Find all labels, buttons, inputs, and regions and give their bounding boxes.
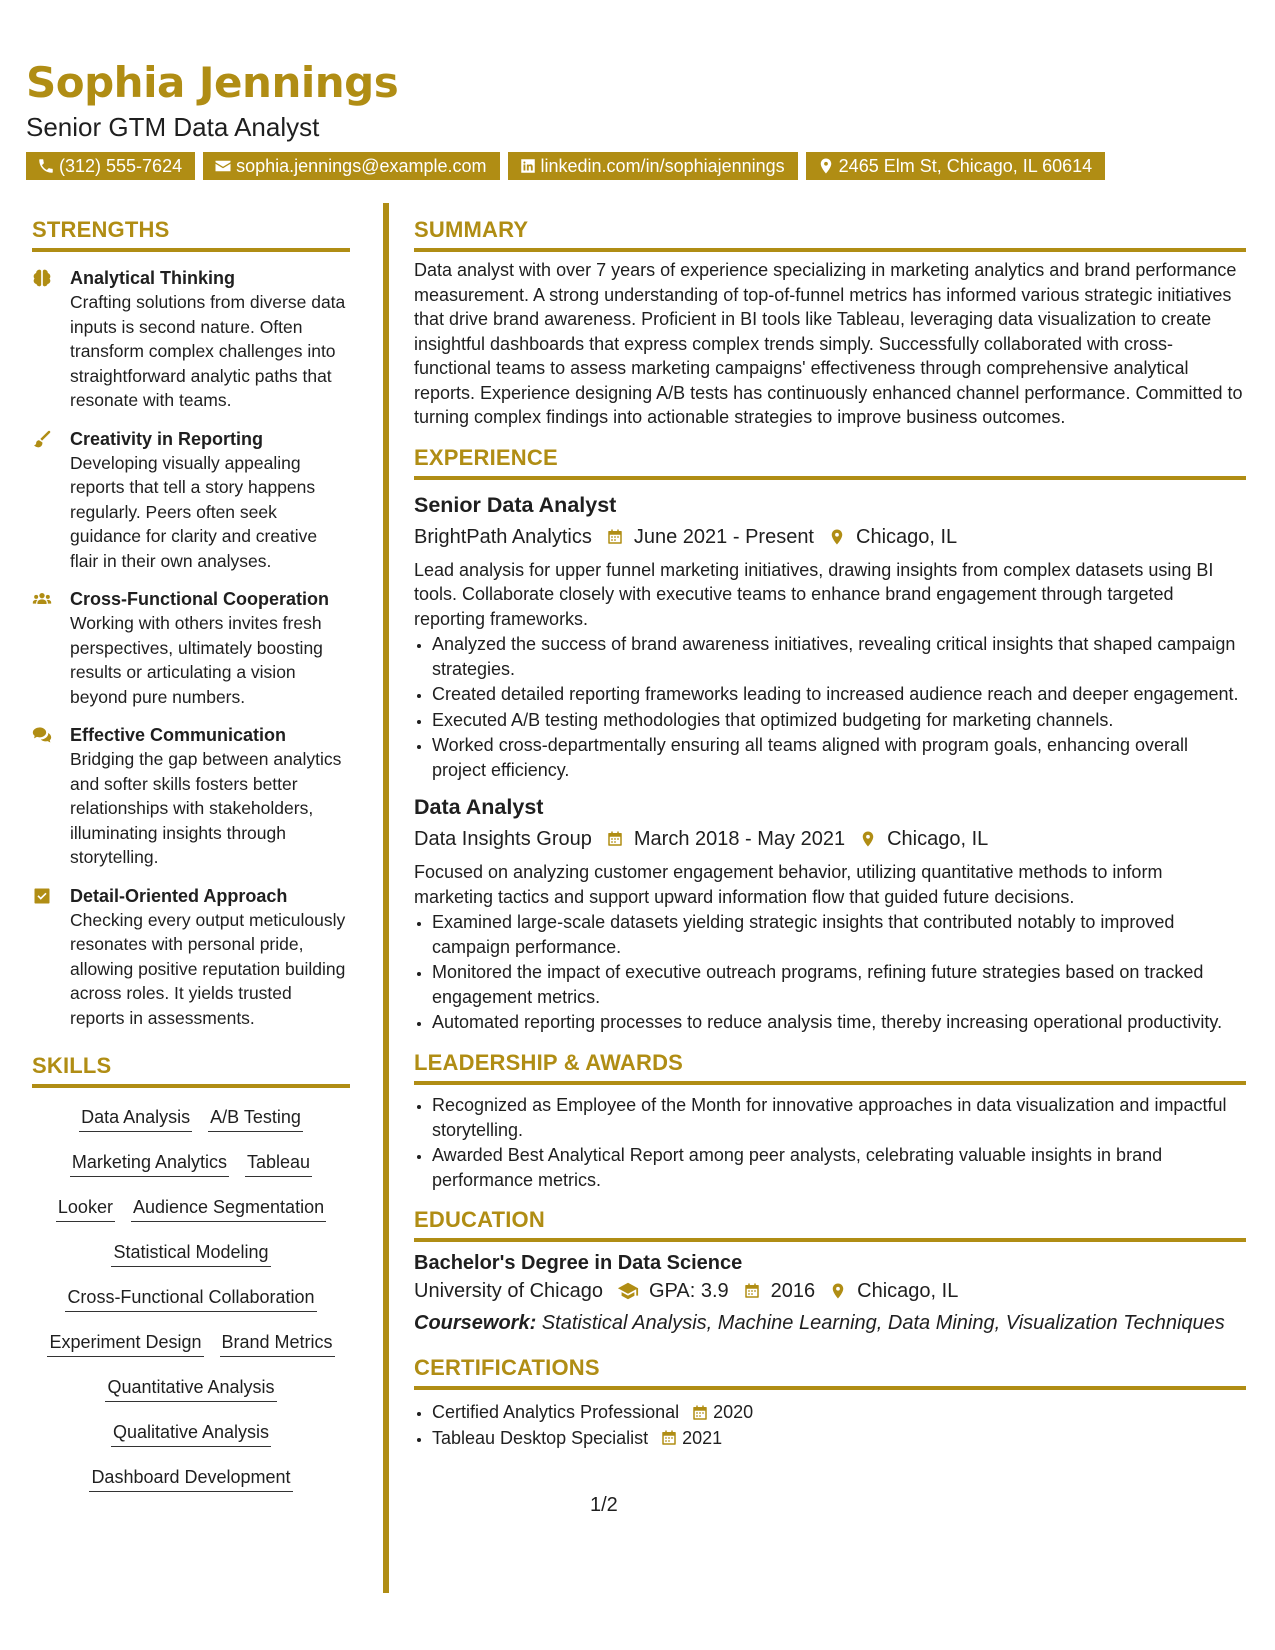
job-bullets bbox=[414, 632, 1246, 782]
cert-name: • Tableau Desktop Specialist bbox=[432, 1427, 649, 1448]
job-dates: March 2018 - May 2021 bbox=[633, 828, 846, 851]
strength-item bbox=[32, 587, 350, 709]
skill-tag: Looker bbox=[56, 1196, 115, 1222]
job-title: Senior Data Analyst bbox=[414, 492, 617, 517]
education-heading: EDUCATION bbox=[414, 1208, 1246, 1242]
left-column bbox=[32, 218, 350, 1503]
skill-tag: A/B Testing bbox=[208, 1106, 303, 1132]
strengths-heading: STRENGTHS bbox=[32, 218, 350, 252]
skill-tag: Statistical Modeling bbox=[111, 1241, 270, 1267]
column-divider bbox=[383, 203, 389, 1593]
bullet-item: • Worked cross-departmentally ensuring all teams aligned with program goals, enhancing overall project efficiency. bbox=[432, 733, 1246, 782]
coursework bbox=[414, 1310, 1246, 1336]
company-name: Data Insights Group bbox=[414, 828, 592, 851]
strength-desc: Crafting solutions from diverse data inputs is second nature. Often transform complex challenges into straightforward analytic paths that resonate with teams. bbox=[70, 292, 346, 411]
graduation-year: 2016 bbox=[770, 1280, 816, 1303]
leadership-bullets bbox=[414, 1093, 1246, 1192]
candidate-title: Senior GTM Data Analyst bbox=[26, 112, 320, 142]
paintbrush-icon bbox=[32, 429, 52, 449]
strength-title: Cross-Functional Cooperation bbox=[70, 589, 330, 610]
skill-tag: Tableau bbox=[245, 1151, 312, 1177]
job-entry bbox=[414, 794, 1246, 1035]
bullet-item: • Executed A/B testing methodologies that optimized budgeting for marketing channels. bbox=[432, 708, 1246, 733]
linkedin-text: linkedin.com/in/sophiajennings bbox=[540, 156, 785, 176]
job-location: Chicago, IL bbox=[887, 828, 989, 851]
graduation-cap-icon bbox=[617, 1280, 639, 1302]
phone-text: (312) 555-7624 bbox=[59, 156, 183, 176]
map-marker-icon bbox=[829, 1282, 847, 1300]
company-name: BrightPath Analytics bbox=[414, 525, 592, 548]
calendar-icon bbox=[691, 1404, 709, 1422]
bullet-item: • Awarded Best Analytical Report among peer analysts, celebrating valuable insights in brand performance metrics. bbox=[432, 1143, 1246, 1192]
leadership-heading: LEADERSHIP & AWARDS bbox=[414, 1051, 1246, 1085]
job-meta bbox=[414, 826, 1246, 852]
strength-title: Creativity in Reporting bbox=[70, 428, 264, 449]
linkedin-icon bbox=[519, 157, 537, 175]
skill-tag: Experiment Design bbox=[47, 1331, 203, 1357]
skills-heading: SKILLS bbox=[32, 1054, 350, 1088]
candidate-name: Sophia Jennings bbox=[26, 58, 399, 107]
cert-name: • Certified Analytics Professional bbox=[432, 1402, 680, 1423]
certifications-list bbox=[414, 1400, 1246, 1450]
job-title: Data Analyst bbox=[414, 795, 544, 820]
strength-item bbox=[32, 884, 350, 1031]
strength-item bbox=[32, 723, 350, 870]
bullet-item: • Created detailed reporting frameworks leading to increased audience reach and deeper engagement. bbox=[432, 682, 1246, 707]
skill-tag: Data Analysis bbox=[79, 1106, 192, 1132]
gpa-text: GPA: 3.9 bbox=[648, 1280, 729, 1303]
brain-icon bbox=[32, 268, 52, 288]
skill-tag: Qualitative Analysis bbox=[111, 1421, 271, 1447]
skill-tag: Brand Metrics bbox=[220, 1331, 335, 1357]
job-entry bbox=[414, 492, 1246, 783]
education-meta bbox=[414, 1278, 1246, 1304]
page-number: 1/2 bbox=[590, 1494, 618, 1516]
right-column bbox=[414, 218, 1246, 1450]
skill-tag: Quantitative Analysis bbox=[105, 1376, 276, 1402]
email-text: sophia.jennings@example.com bbox=[236, 156, 487, 176]
school-location: Chicago, IL bbox=[857, 1280, 959, 1303]
skill-tag: Dashboard Development bbox=[89, 1466, 292, 1492]
bullet-item: • Automated reporting processes to reduce analysis time, thereby increasing operational productivity. bbox=[432, 1010, 1246, 1035]
cert-item bbox=[432, 1426, 1246, 1451]
skill-tag: Marketing Analytics bbox=[70, 1151, 229, 1177]
certifications-heading: CERTIFICATIONS bbox=[414, 1356, 1246, 1390]
strength-item bbox=[32, 427, 350, 574]
checkbox-icon bbox=[32, 886, 52, 906]
calendar-icon bbox=[743, 1282, 761, 1300]
strength-title: Analytical Thinking bbox=[70, 268, 236, 289]
cert-year: 2021 bbox=[682, 1427, 723, 1448]
map-marker-icon bbox=[817, 157, 835, 175]
strength-title: Effective Communication bbox=[70, 725, 287, 746]
skill-tag: Audience Segmentation bbox=[131, 1196, 326, 1222]
job-bullets bbox=[414, 910, 1246, 1035]
contact-email[interactable] bbox=[203, 152, 499, 180]
strength-desc: Bridging the gap between analytics and softer skills fosters better relationships with stakeholders, illuminating insights through storytelling. bbox=[70, 749, 342, 868]
strength-title: Detail-Oriented Approach bbox=[70, 885, 288, 906]
contact-address bbox=[806, 152, 1106, 180]
strength-desc: Checking every output meticulously resonates with personal pride, allowing positive reputation building across roles. It yields trusted reports in assessments. bbox=[70, 909, 346, 1028]
contact-phone[interactable] bbox=[26, 152, 195, 180]
calendar-icon bbox=[606, 528, 624, 546]
calendar-icon bbox=[660, 1429, 678, 1447]
degree-title: Bachelor's Degree in Data Science bbox=[414, 1252, 743, 1275]
job-location: Chicago, IL bbox=[856, 525, 958, 548]
cert-item bbox=[432, 1400, 1246, 1425]
job-description: Focused on analyzing customer engagement behavior, utilizing quantitative methods to inform marketing tactics and support upward information flow that guided future decisions. bbox=[414, 862, 1163, 907]
summary-text: Data analyst with over 7 years of experience specializing in marketing analytics and brand performance measurement. A strong understanding of top-of-funnel metrics has informed various strategic initiatives that drive brand awareness. Proficient in BI tools like Tableau, leveraging data visualization to create insightful dashboards that express complex trends simply. Successfully collaborated with cross-functional teams to assess marketing campaigns' effectiveness through comprehensive analytical reports. Experience designing A/B tests has continuously enhanced channel performance. Committed to turning complex findings into actionable strategies to improve business outcomes. bbox=[414, 260, 1243, 428]
bullet-item: • Monitored the impact of executive outreach programs, refining future strategies based on tracked engagement metrics. bbox=[432, 960, 1246, 1009]
strength-desc: Working with others invites fresh perspectives, ultimately boosting results or articulating a vision beyond pure numbers. bbox=[70, 613, 323, 707]
users-icon bbox=[32, 589, 52, 609]
summary-heading: SUMMARY bbox=[414, 218, 1246, 252]
experience-heading: EXPERIENCE bbox=[414, 446, 1246, 480]
bullet-item: • Examined large-scale datasets yielding strategic insights that contributed notably to improved campaign performance. bbox=[432, 910, 1246, 959]
skills-list bbox=[32, 1098, 350, 1503]
address-text: 2465 Elm St, Chicago, IL 60614 bbox=[838, 156, 1093, 176]
phone-icon bbox=[37, 157, 55, 175]
cert-year: 2020 bbox=[713, 1402, 754, 1423]
school-name: University of Chicago bbox=[414, 1280, 603, 1303]
comments-icon bbox=[32, 725, 52, 745]
contact-bar bbox=[26, 152, 1249, 180]
resume-header bbox=[26, 58, 1249, 180]
job-meta bbox=[414, 524, 1246, 550]
job-description: Lead analysis for upper funnel marketing initiatives, drawing insights from complex datasets using BI tools. Collaborate closely with executive teams to enhance brand engagement through targeted reporting frameworks. bbox=[414, 559, 1214, 629]
job-dates: June 2021 - Present bbox=[633, 525, 814, 548]
skill-tag: Cross-Functional Collaboration bbox=[65, 1286, 316, 1312]
coursework-label: Coursework: bbox=[414, 1312, 537, 1335]
map-marker-icon bbox=[859, 830, 877, 848]
coursework-list: Statistical Analysis, Machine Learning, Data Mining, Visualization Techniques bbox=[536, 1312, 1225, 1335]
map-marker-icon bbox=[828, 528, 846, 546]
bullet-item: • Recognized as Employee of the Month for innovative approaches in data visualization and impactful storytelling. bbox=[432, 1093, 1246, 1142]
envelope-icon bbox=[214, 157, 232, 175]
contact-linkedin[interactable] bbox=[508, 152, 798, 180]
calendar-icon bbox=[606, 830, 624, 848]
strength-desc: Developing visually appealing reports that tell a story happens regularly. Peers often seek guidance for clarity and creative flair in their own analyses. bbox=[70, 452, 318, 571]
bullet-item: • Analyzed the success of brand awareness initiatives, revealing critical insights that shaped campaign strategies. bbox=[432, 632, 1246, 681]
strength-item bbox=[32, 266, 350, 413]
education-entry bbox=[414, 1250, 1246, 1336]
